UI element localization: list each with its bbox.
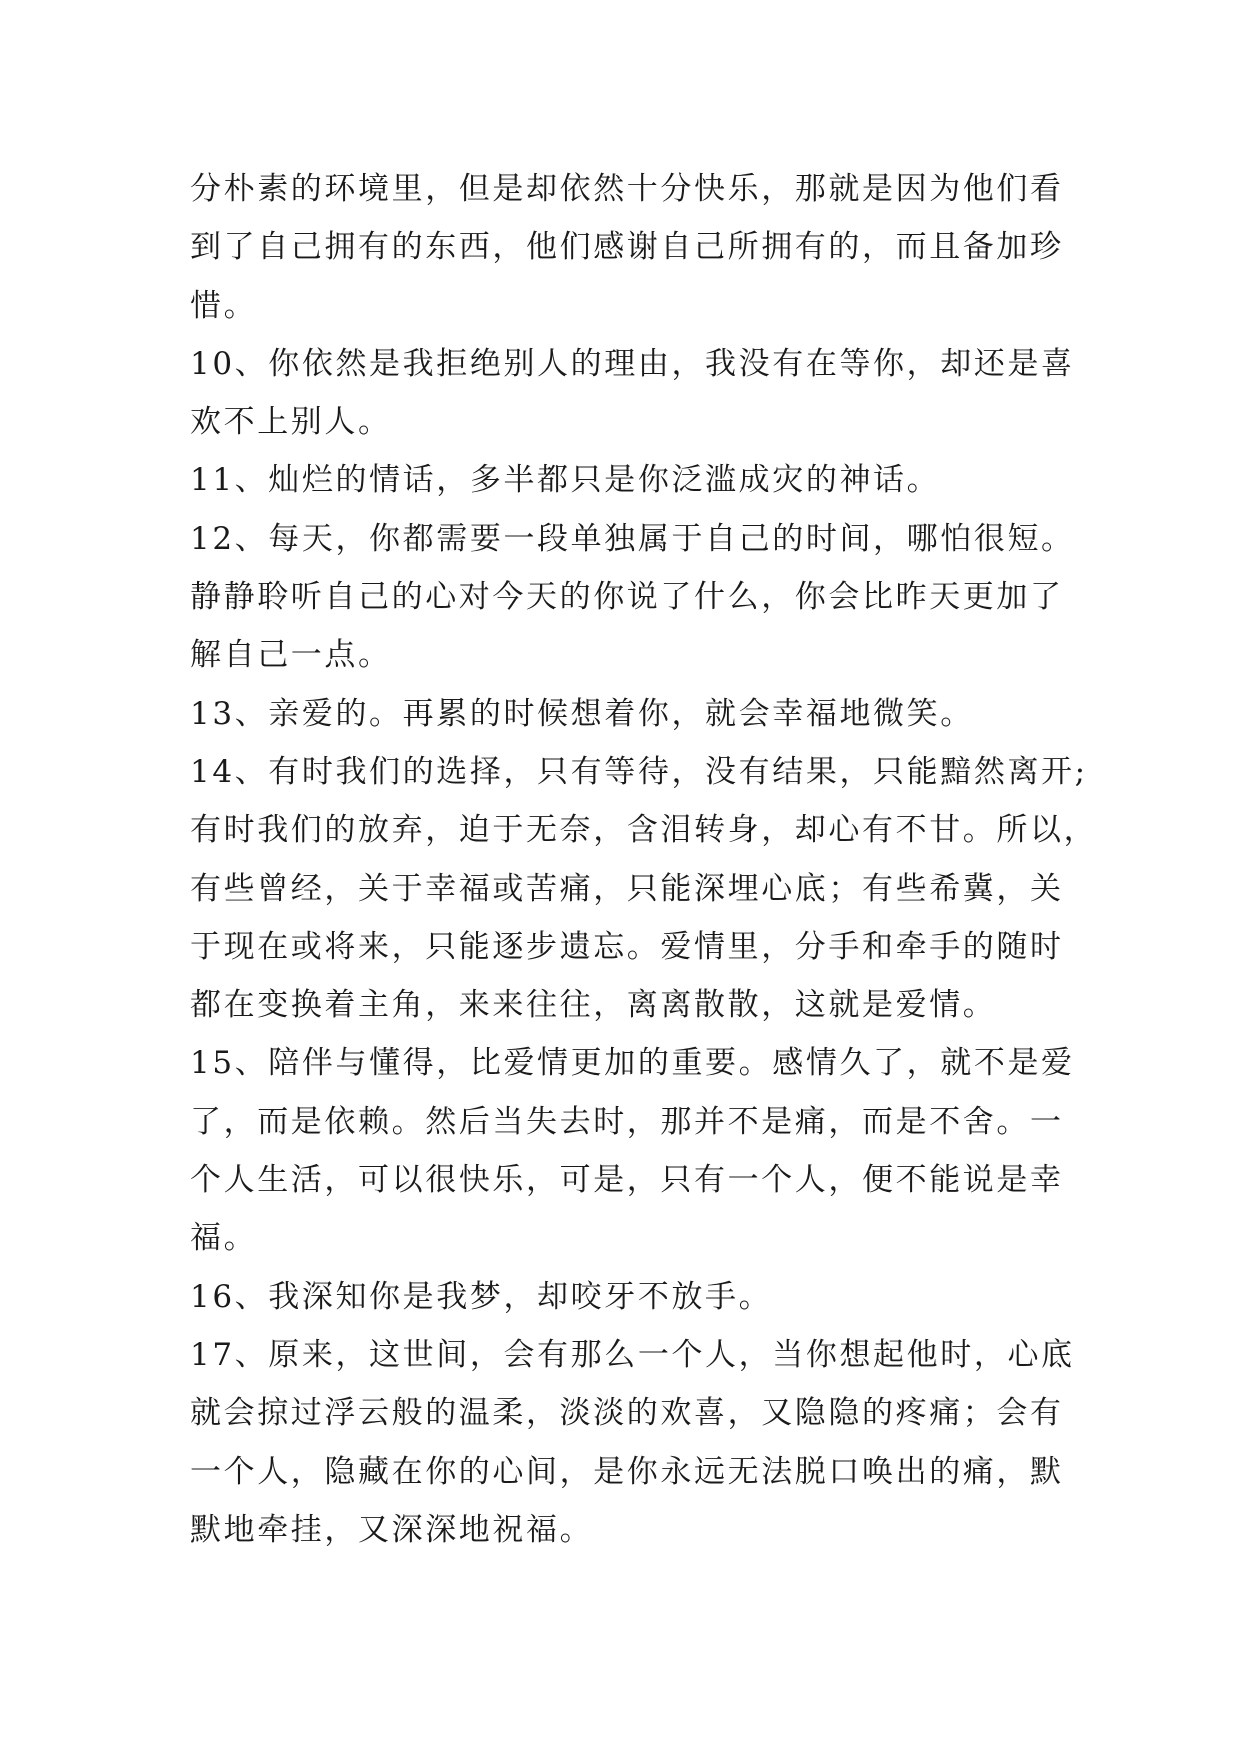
text-line: 有时我们的放弃，迫于无奈，含泪转身，却心有不甘。所以， [190, 812, 1098, 849]
text-line: 了，而是依赖。然后当失去时，那并不是痛，而是不舍。一 [190, 1103, 1064, 1140]
text-line: 15、陪伴与懂得，比爱情更加的重要。感情久了，就不是爱 [190, 1045, 1075, 1082]
document-body [190, 160, 1098, 1559]
text-line: 10、你依然是我拒绝别人的理由，我没有在等你，却还是喜 [190, 345, 1075, 382]
text-line: 16、我深知你是我梦，却咬牙不放手。 [190, 1278, 773, 1315]
text-line: 12、每天，你都需要一段单独属于自己的时间，哪怕很短。 [190, 520, 1075, 557]
text-line: 解自己一点。 [190, 637, 392, 674]
text-line: 一个人，隐藏在你的心间，是你永远无法脱口唤出的痛，默 [190, 1453, 1064, 1490]
text-line: 11、灿烂的情话，多半都只是你泛滥成灾的神话。 [190, 462, 941, 499]
text-line: 福。 [190, 1220, 258, 1257]
text-line: 就会掠过浮云般的温柔，淡淡的欢喜，又隐隐的疼痛；会有 [190, 1395, 1064, 1432]
text-line: 13、亲爱的。再累的时候想着你，就会幸福地微笑。 [190, 695, 974, 732]
text-line: 分朴素的环境里，但是却依然十分快乐，那就是因为他们看 [190, 171, 1064, 207]
text-line: 个人生活，可以很快乐，可是，只有一个人，便不能说是幸 [190, 1162, 1064, 1199]
text-line: 有些曾经，关于幸福或苦痛，只能深埋心底；有些希冀，关 [190, 870, 1064, 907]
text-line: 14、有时我们的选择，只有等待，没有结果，只能黯然离开; [190, 753, 1088, 790]
text-line: 都在变换着主角，来来往往，离离散散，这就是爱情。 [190, 987, 997, 1024]
text-line: 惜。 [190, 287, 258, 324]
text-line: 到了自己拥有的东西，他们感谢自己所拥有的，而且备加珍 [190, 229, 1064, 266]
text-line: 静静聆听自己的心对今天的你说了什么，你会比昨天更加了 [190, 579, 1064, 616]
text-line: 17、原来，这世间，会有那么一个人，当你想起他时，心底 [190, 1336, 1075, 1373]
text-line: 默地牵挂，又深深地祝福。 [190, 1511, 594, 1548]
text-line: 于现在或将来，只能逐步遗忘。爱情里，分手和牵手的随时 [190, 928, 1064, 965]
text-line: 欢不上别人。 [190, 404, 392, 441]
